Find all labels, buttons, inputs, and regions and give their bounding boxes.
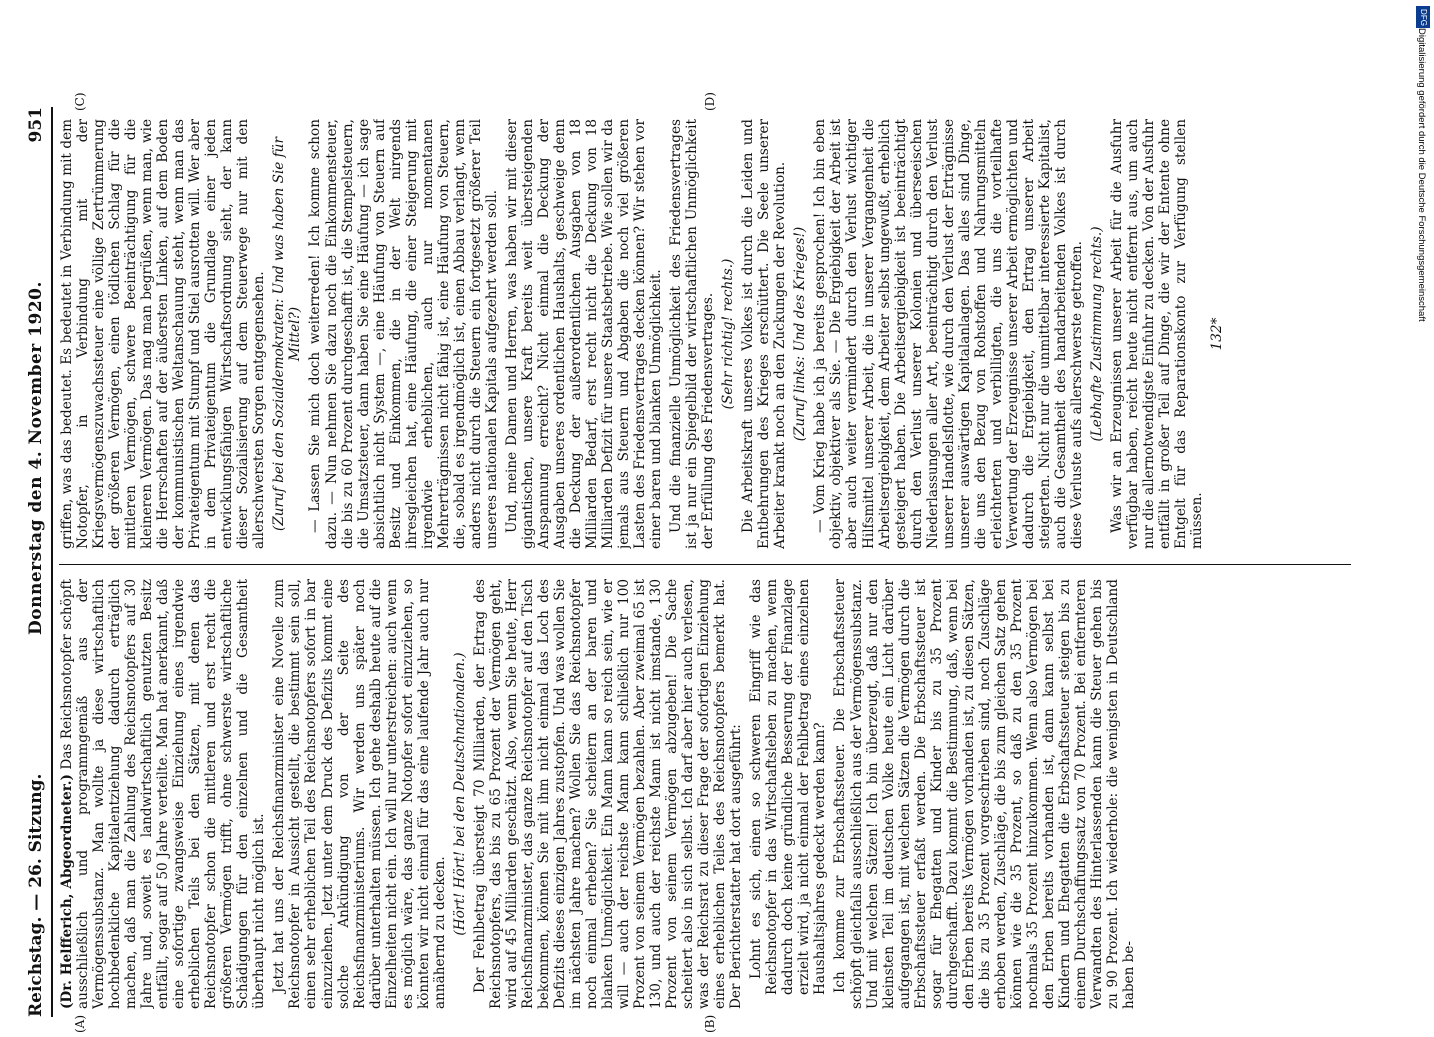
paragraph-text: Und die finanzielle Unmöglichkeit des Friedensvertrages ist ja nur ein Spiegelbild der wirtschaftlichen Unmöglichkeit der Erfüllung des Friedensvertrages. <box>668 119 717 549</box>
paragraph <box>812 119 1085 549</box>
paragraph-text: 132* <box>1209 317 1226 351</box>
paragraph-text: (Zuruf bei den Sozialdemokraten: Und was haben Sie für Mittel?) <box>271 137 304 531</box>
page-header <box>21 107 53 1017</box>
paragraph-text: Die Arbeitskraft unseres Volkes ist durch die Leiden und Entbehrungen des Krieges erschüttert. Die Seele unserer Arbeiter krankt noch an den Zuckungen der Revolution. <box>740 119 789 549</box>
paragraph-text: Ich komme zur Erbschaftssteuer. Die Erbschaftssteuer schöpft gleichfalls ausschließlich aus der Vermögenssubstanz. Und mit welchen Sätzen! Ich bin überzeugt, daß nur den kleinsten Teil im deutschen Volke heute ein Licht darüber aufgegangen ist, mit welchen Sätzen die Vermögen durch die Erbschaftssteuer erfaßt werden. Die Erbschaftssteuer ist sogar für Ehegatten und Kinder bis zu 35 Prozent durchgeschafft. Dazu kommt die Bestimmung, daß, wenn bei den Erben bereits Vermögen vorhanden ist, zu diesen Sätzen, die bis zu 35 Prozent vorgeschrieben sind, noch Zuschläge erhoben werden, Zuschläge, die bis zum gleichen Satz gehen können wie die 35 Prozent, so daß zu den 35 Prozent nochmals 35 Prozent hinzukommen. Wenn also Vermögen bei den Erben bereits vorhanden ist, dann kann selbst bei Kindern und Ehegatten die Erbschaftssteuer steigen bis zu einem Durchschaffungssatz von 70 Prozent. Bei entfernteren Verwandten des Hinterlassenden kann die Steuer gehen bis zu 90 Prozent. Ich wiederhole: die wenigsten in Deutschland haben be- <box>832 579 1138 1009</box>
scanned-page <box>13 87 1363 1037</box>
paragraph <box>472 579 745 1009</box>
column-divider <box>59 564 1351 565</box>
header-date: Donnerstag den 4. November 1920. <box>26 281 46 635</box>
paragraph-text: — Vom Krieg habe ich ja bereits gesprochen! Ich bin eben objektiv, objektiver als Sie. — Die Ergiebigkeit der Arbeit ist aber auch weiter vermindert durch den Verlust wichtiger Hilfsmittel unserer Arbeit, die in unserer Vergangenheit die Arbeitsergiebigkeit, dem Arbeiter selbst ungewußt, erheblich gesteigert haben. Die Arbeitsergiebigkeit ist beeinträchtigt durch den Verlust unserer Kolonien und überseeischen Niederlassungen aller Art, beeinträchtigt durch den Verlust unserer Handelsflotte, wie durch den Verlust der Erträgnisse unserer auswärtigen Kapitalanlagen. Das alles sind Dinge, die uns den Bezug von Rohstoffen und Nahrungsmitteln erleichterten und verbilligten, die uns die vorteilhafte Verwertung der Erzeugnisse unserer Arbeit ermöglichten und dadurch die Ergiebigkeit, den Ertrag unserer Arbeit steigerten. Nicht nur die unmittelbar interessierte Kapitalist, auch die Gesamtheit des handarbeitenden Volkes ist durch diese Verluste aufs allerschwerste getroffen. <box>812 119 1085 549</box>
paragraph-text: griffen, was das bedeutet. Es bedeutet in Verbindung mit dem Notopfer, in Verbindung mit der Kriegsvermögenszuwachssteuer eine völlige Zertrümmerung der größeren Vermögen, einen tödlichen Schlag für die mittleren Vermögen, schwere Beeinträchtigung für die kleineren Vermögen. Das mag man begrüßen, wenn man, wie die Herrschaften auf der äußersten Linken, auf dem Boden der kommunistischen Weltanschauung steht, wenn man das Privateigentum mit Stumpf und Stiel ausrotten will. Wer aber in dem Privateigentum die Grundlage einer jeden entwicklungsfähigen Wirtschaftsordnung sieht, der kann dieser Sozialisierung auf dem Steuerwege nur mit den allerschwersten Sorgen entgegensehen. <box>59 119 268 549</box>
speaker-label: (Dr. Helfferich, Abgeordneter.) <box>59 774 75 1009</box>
paragraph-text: (Zuruf links: Und des Krieges!) <box>792 226 809 442</box>
right-column <box>59 119 1355 549</box>
paragraph-text: Und, meine Damen und Herren, was haben wir mit dieser gigantischen, unsere Kraft bereits weit übersteigenden Anspannung erreicht? Nicht einmal die Deckung der Ausgaben unseres ordentlichen Haushalts, geschweige denn die Deckung der außerordentlichen Ausgaben von 18 Milliarden Bedarf, erst recht nicht die Deckung von 18 Milliarden Defizit für unsere Staatsbetriebe. Wie sollen wir da jemals aus Steuern und Abgaben die noch viel größeren Lasten des Friedensvertrages decken können? Wir stehen vor einer baren und blanken Unmöglichkeit. <box>503 119 665 549</box>
interjection <box>720 119 736 549</box>
dfg-logo <box>1416 6 1430 28</box>
paragraph <box>1109 119 1205 549</box>
paragraph-text: Was wir an Erzeugnissen unserer Arbeit für die Ausfuhr verfügbar haben, reicht heute nicht entfernt aus, um auch nur die allernotwendigste Einfuhr zu decken. Von der Ausfuhr entfällt in großer Teil auf Dinge, die wir der Entente ohne Entgelt für das Reparationskonto zur Verfügung stellen müssen. <box>1108 119 1206 549</box>
logo-text: DFG <box>1418 8 1428 26</box>
paragraph-text: (Lebhafte Zustimmung rechts.) <box>1088 226 1105 442</box>
margin-mark-a: (A) <box>73 1014 87 1033</box>
margin-mark-b: (B) <box>703 1014 717 1033</box>
paragraph-text: Das Reichsnotopfer schöpft ausschließlich und programmgemäß aus der Vermögenssubstanz. Man wollte ja diese wirtschaftlich hochbedenkliche Kapitalentziehung dadurch erträglich machen, daß man die Zahlung des Reichsnotopfers auf 30 Jahre und, soweit es landwirtschaftlich genutzten Besitz entfällt, sogar auf 50 Jahre verteilte. Man hat anerkannt, daß eine sofortige zwangsweise Einziehung eines irgendwie erheblichen Teils bei den Sätzen, mit denen das Reichsnotopfer schon die mittleren und erst recht die größeren Vermögen trifft, ohne schwerste wirtschaftliche Schädigungen für den einzelnen und die Gesamtheit überhaupt nicht möglich ist. <box>59 579 268 1009</box>
quotation <box>748 579 828 995</box>
margin-mark-d: (D) <box>703 92 717 111</box>
paragraph-text: — Lassen Sie mich doch weiterreden! Ich komme schon dazu. — Nun nehmen Sie dazu noch die Einkommensteuer, die bis zu 60 Prozent durchgeschafft ist, die Stempelsteuern, die Umsatzsteuer, dann haben Sie eine Häufung — ich sage absichtlich nicht System —, eine Häufung von Steuern auf Besitz und Einkommen, die in der Welt nirgends ihresgleichen hat, eine Häufung, die einer Steigerung mit irgendwie erheblichen, auch nur momentanen Mehrerträgnissen nicht fähig ist, eine Häufung von Steuern, die, sobald es irgendmöglich ist, einen Abbau verlangt, wenn anders nicht durch die Steuern ein fortgesetzt größerer Teil unseres nationalen Kapitals aufgezehrt werden soll. <box>307 119 500 549</box>
paragraph <box>59 579 267 1009</box>
paragraph-text: Jetzt hat uns der Reichsfinanzminister eine Novelle zum Reichsnotopfer in Aussicht gestellt, die bestimmt sein soll, einen sehr erheblichen Teil des Reichsnotopfers sofort in bar einzuziehen. Jetzt unter dem Druck des Defizits kommt eine solche Ankündigung von der Seite des Reichsfinanzministeriums. Wir werden uns später noch darüber unterhalten müssen. Ich gehe deshalb heute auf die Einzelheiten nicht ein. Ich will nur unterstreichen: auch wenn es möglich wäre, das ganze Notopfer sofort einzuziehen, so könnten wir nicht einmal für das eine laufende Jahr auch nur annähernd zu decken. <box>271 579 448 1009</box>
paragraph-text: (Hört! Hört! bei den Deutschnationalen.) <box>451 652 468 936</box>
paragraph <box>668 119 716 549</box>
margin-mark-c: (C) <box>73 92 87 111</box>
signature-mark <box>1209 119 1225 549</box>
digitization-credit <box>1417 28 1427 728</box>
paragraph-text: Der Fehlbetrag übersteigt 70 Milliarden, der Ertrag des Reichsnotopfers, das bis zu 65 Prozent der Vermögen geht, wird auf 45 Milliarden geschätzt. Also, wenn Sie heute, Herr Reichsfinanzminister, das ganze Reichsnotopfer auf den Tisch bekommen, können Sie mit ihm nicht einmal das Loch des Defizits dieses einzigen Jahres zustopfen. Und was wollen Sie im nächsten Jahre machen? Wollen Sie das Reichsnotopfer noch einmal erheben? Sie scheitern an der baren und blanken Unmöglichkeit. Ein Mann kann so reich sein, wie er will — auch der reichste Mann kann schließlich nur 100 Prozent von seinem Vermögen bezahlen. Aber zweimal 65 ist 130, und auch der reichste Mann ist nicht imstande, 130 Prozent von seinem Vermögen abzugeben! Die Sache scheitert also in sich selbst. Ich darf aber hier auch verlesen, was der Reichsrat zu dieser Frage der sofortigen Einziehung eines erheblichen Teiles des Reichsnotopfers bemerkt hat. Der Berichterstatter hat dort ausgeführt: <box>471 579 745 1009</box>
paragraph <box>307 119 499 549</box>
paragraph <box>504 119 664 549</box>
paragraph <box>832 579 1137 1009</box>
interjection <box>271 119 303 549</box>
paragraph <box>271 579 447 1009</box>
paragraph <box>59 119 267 549</box>
left-column <box>59 579 1355 1009</box>
header-left: Reichstag. — 26. Sitzung. <box>26 773 46 1017</box>
page-number: 951 <box>26 107 46 143</box>
paragraph-text: Lohnt es sich, einen so schweren Eingriff wie das Reichsnotopfer in das Wirtschaftsleben zu machen, wenn dadurch doch keine gründliche Besserung der Finanzlage erzielt wird, ja nicht einmal der Fehlbetrag eines einzelnen Haushaltsjahres gedeckt werden kann? <box>748 579 829 995</box>
interjection <box>792 119 808 549</box>
paragraph <box>740 119 788 549</box>
credit-text: Digitalisierung gefördert durch die Deutsche Forschungsgemeinschaft <box>1416 28 1427 322</box>
interjection <box>452 579 468 1009</box>
interjection <box>1089 119 1105 549</box>
paragraph-text: (Sehr richtig! rechts.) <box>720 258 737 410</box>
